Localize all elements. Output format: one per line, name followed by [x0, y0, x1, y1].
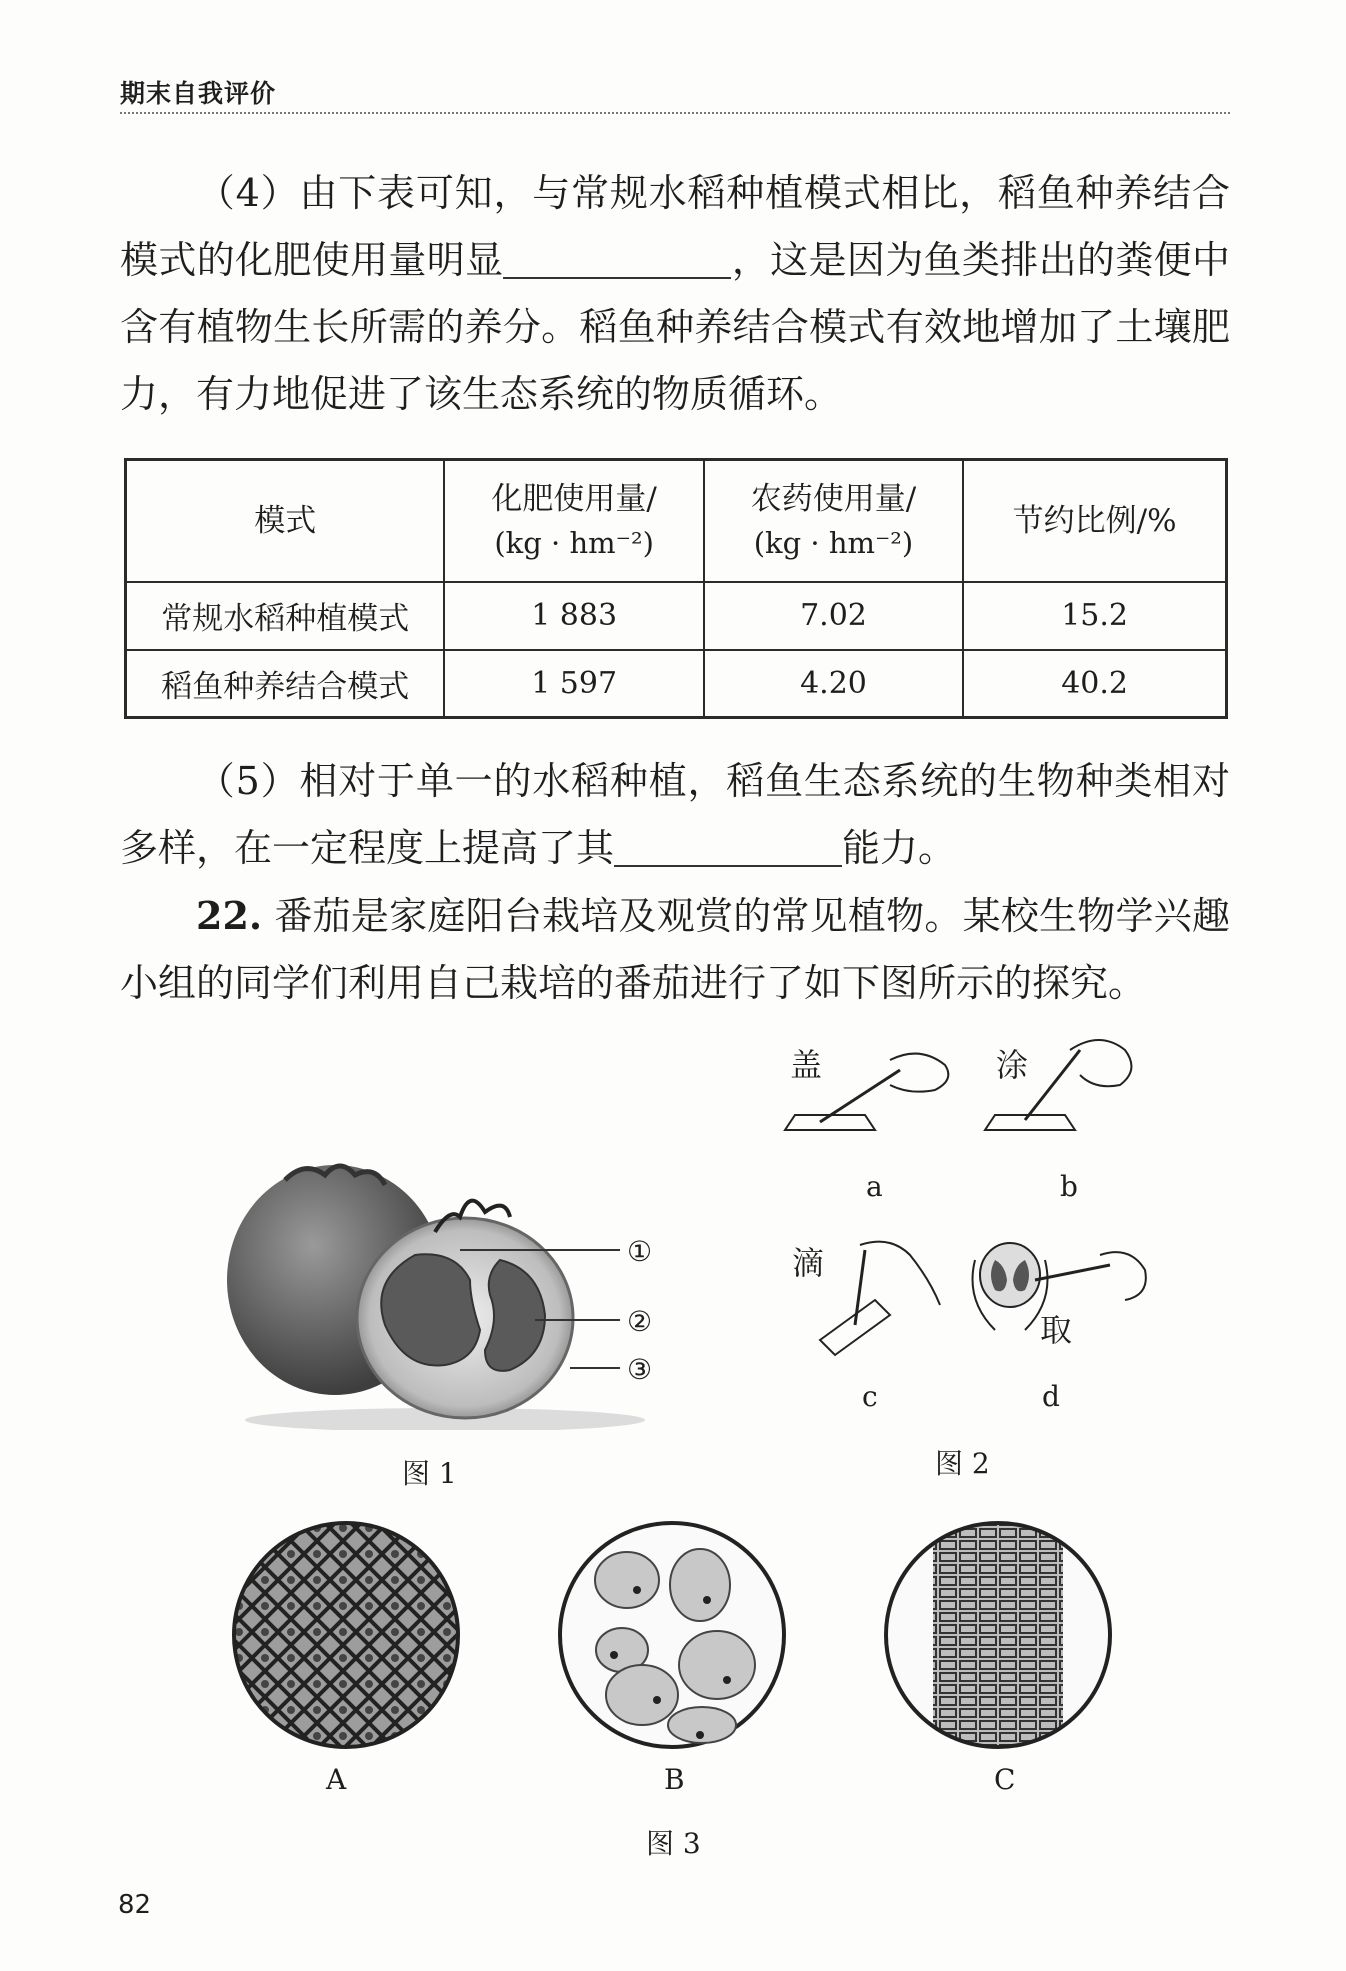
step-drop-and-take — [800, 1230, 1160, 1360]
fertilizer-table — [124, 458, 1228, 719]
hand-icon — [1100, 1252, 1146, 1300]
step-word-smear: 涂 — [996, 1046, 1029, 1084]
slide-c — [820, 1300, 890, 1355]
question-22 — [120, 882, 1230, 1017]
step-letter-b: b — [1060, 1170, 1078, 1203]
dropper-icon — [855, 1250, 865, 1325]
table-cell: 1 597 — [444, 650, 703, 718]
slide-b — [985, 1115, 1075, 1130]
tomato-label-1: ① — [627, 1235, 653, 1268]
view-label-a: A — [326, 1763, 347, 1796]
header-divider — [120, 112, 1230, 114]
hand-icon — [860, 1242, 940, 1305]
table-row — [126, 582, 1227, 650]
answer-blank-1[interactable] — [503, 239, 731, 279]
table-header-mode: 模式 — [126, 460, 445, 582]
step-letter-c: c — [862, 1380, 878, 1413]
question-21-part-4 — [120, 160, 1230, 428]
q21-5-prefix: （5）相对于单一的水稻种植，稻鱼生态系统的生物种类相对多样，在一定程度上提高了其 — [120, 759, 1230, 870]
view-label-b: B — [664, 1763, 685, 1796]
figure-1-caption: 图 1 — [402, 1457, 457, 1490]
q21-5-suffix: 能力。 — [842, 826, 957, 870]
swab-icon — [1025, 1050, 1080, 1120]
table-row — [126, 650, 1227, 718]
microscope-view-b — [552, 1515, 792, 1755]
microscope-view-c — [878, 1515, 1118, 1755]
step-letter-d: d — [1042, 1380, 1060, 1413]
tomato-label-3: ③ — [627, 1353, 653, 1386]
table-cell: 稻鱼种养结合模式 — [126, 650, 445, 718]
question-number: 22. — [196, 893, 263, 938]
tomato-figure — [225, 1150, 665, 1430]
hand-icon — [1070, 1040, 1131, 1086]
q21-4-suffix: ，这是因为鱼类排出的粪便中含有植物生长所需的养分。稻鱼种养结合模式有效地增加了土壤肥力，有力地促进了该生态系统的物质循环。 — [120, 238, 1230, 416]
figure-2-caption: 图 2 — [935, 1447, 990, 1480]
table-cell: 4.20 — [704, 650, 963, 718]
figure-3-caption: 图 3 — [646, 1827, 701, 1860]
table-header-saving: 节约比例/% — [963, 460, 1226, 582]
step-word-cover: 盖 — [790, 1046, 823, 1084]
table-cell: 40.2 — [963, 650, 1226, 718]
table-header-fertilizer: 化肥使用量/ (kg · hm⁻²) — [444, 460, 703, 582]
q21-4-prefix: （4）由下表可知，与常规水稻种植模式相比，稻鱼种养结合模式的化肥使用量明显 — [120, 171, 1230, 282]
microscope-view-a — [226, 1515, 466, 1755]
table-cell: 7.02 — [704, 582, 963, 650]
table-header-pesticide: 农药使用量/ (kg · hm⁻²) — [704, 460, 963, 582]
question-21-part-5 — [120, 748, 1230, 882]
tomato-label-2: ② — [627, 1305, 653, 1338]
table-cell: 常规水稻种植模式 — [126, 582, 445, 650]
step-cover-and-smear — [780, 1030, 1160, 1150]
cut-tomato-small — [980, 1243, 1040, 1307]
q22-text: 番茄是家庭阳台栽培及观赏的常见植物。某校生物学兴趣小组的同学们利用自己栽培的番茄进行了如下图所示的探究。 — [120, 894, 1230, 1005]
table-cell: 15.2 — [963, 582, 1226, 650]
view-label-c: C — [994, 1763, 1016, 1796]
table-cell: 1 883 — [444, 582, 703, 650]
step-word-drop: 滴 — [792, 1244, 825, 1282]
page-number: 82 — [118, 1890, 152, 1920]
section-header: 期末自我评价 — [120, 79, 277, 108]
hand-icon — [890, 1054, 948, 1092]
answer-blank-2[interactable] — [614, 827, 842, 867]
step-letter-a: a — [866, 1170, 883, 1203]
step-word-take: 取 — [1040, 1311, 1073, 1349]
